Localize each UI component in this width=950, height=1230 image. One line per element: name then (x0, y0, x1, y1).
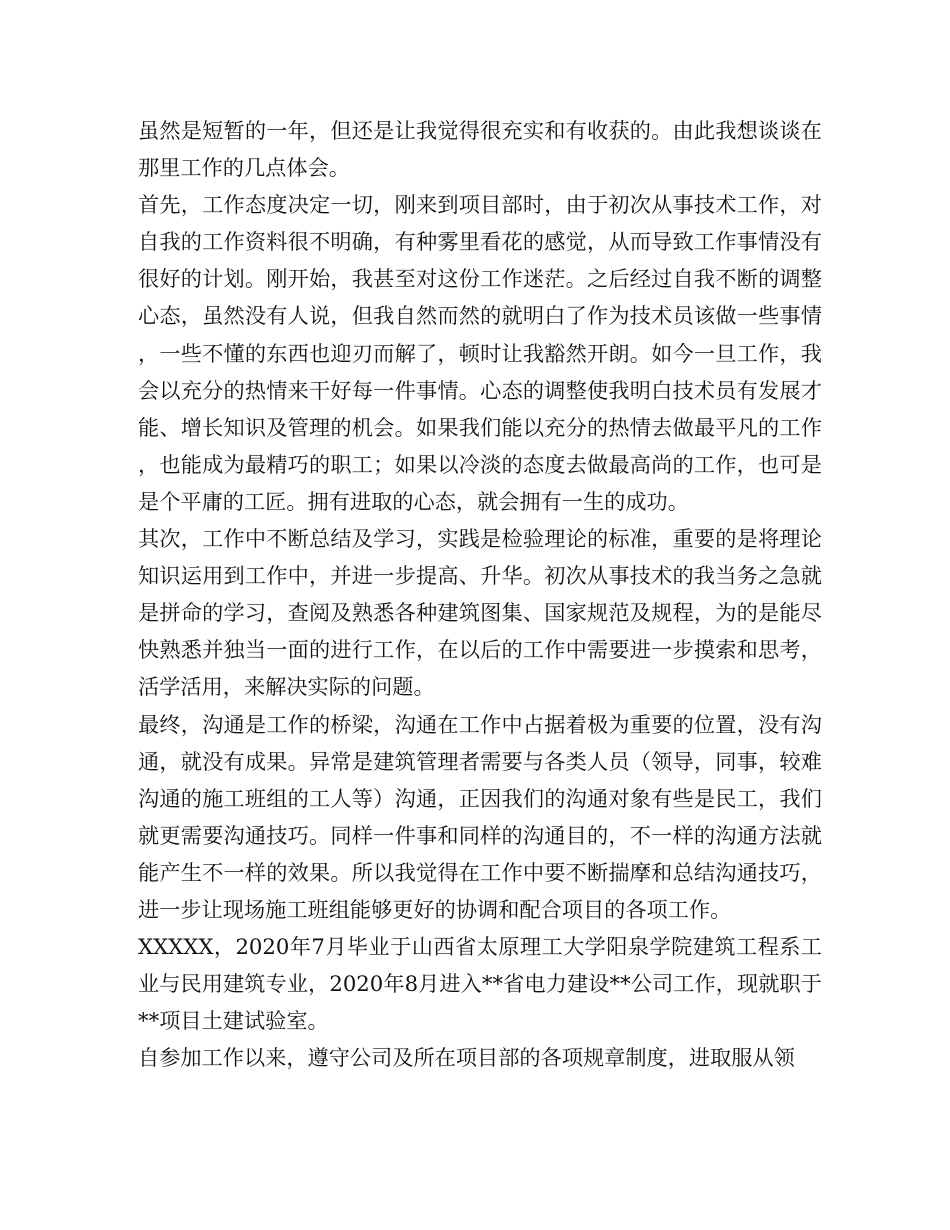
paragraph-work-attitude: 首先，工作态度决定一切，刚来到项目部时，由于初次从事技术工作，对自我的工作资料很不明确，有种雾里看花的感觉，从而导致工作事情没有很好的计划。刚开始，我甚至对这份工作迷茫。之后经过自我不断的调整心态，虽然没有人说，但我自然而然的就明白了作为技术员该做一些事情，一些不懂的东西也迎刃而解了，顿时让我豁然开朗。如今一旦工作，我会以充分的热情来干好每一件事情。心态的调整使我明白技术员有发展才能、增长知识及管理的机会。如果我们能以充分的热情去做最平凡的工作，也能成为最精巧的职工；如果以冷淡的态度去做最高尚的工作，也可是是个平庸的工匠。拥有进取的心态，就会拥有一生的成功。 (138, 192, 822, 514)
document-body (138, 112, 822, 1076)
paragraph-communication: 最终，沟通是工作的桥梁，沟通在工作中占据着极为重要的位置，没有沟通，就没有成果。异常是建筑管理者需要与各类人员（领导，同事，较难沟通的施工班组的工人等）沟通，正因我们的沟通对象有些是民工，我们就更需要沟通技巧。同样一件事和同样的沟通目的，不一样的沟通方法就能产生不一样的效果。所以我觉得在工作中要不断揣摩和总结沟通技巧，进一步让现场施工班组能够更好的协调和配合项目的各项工作。 (138, 711, 822, 922)
paragraph-reflection-intro: 虽然是短暂的一年，但还是让我觉得很充实和有收获的。由此我想谈谈在那里工作的几点体会。 (138, 118, 822, 181)
paragraph-education-employment: XXXXX，2020年7月毕业于山西省太原理工大学阳泉学院建筑工程系工业与民用建筑专业，2020年8月进入**省电力建设**公司工作，现就职于**项目土建试验室。 (138, 934, 822, 1034)
paragraph-study-and-summary: 其次，工作中不断总结及学习，实践是检验理论的标准，重要的是将理论知识运用到工作中，并进一步提高、升华。初次从事技术的我当务之急就是拼命的学习，查阅及熟悉各种建筑图集、国家规范及规程，为的是能尽快熟悉并独当一面的进行工作，在以后的工作中需要进一步摸索和思考，活学活用，来解决实际的问题。 (138, 526, 822, 700)
paragraph-work-since-joining: 自参加工作以来，遵守公司及所在项目部的各项规章制度，进取服从领 (138, 1045, 795, 1071)
